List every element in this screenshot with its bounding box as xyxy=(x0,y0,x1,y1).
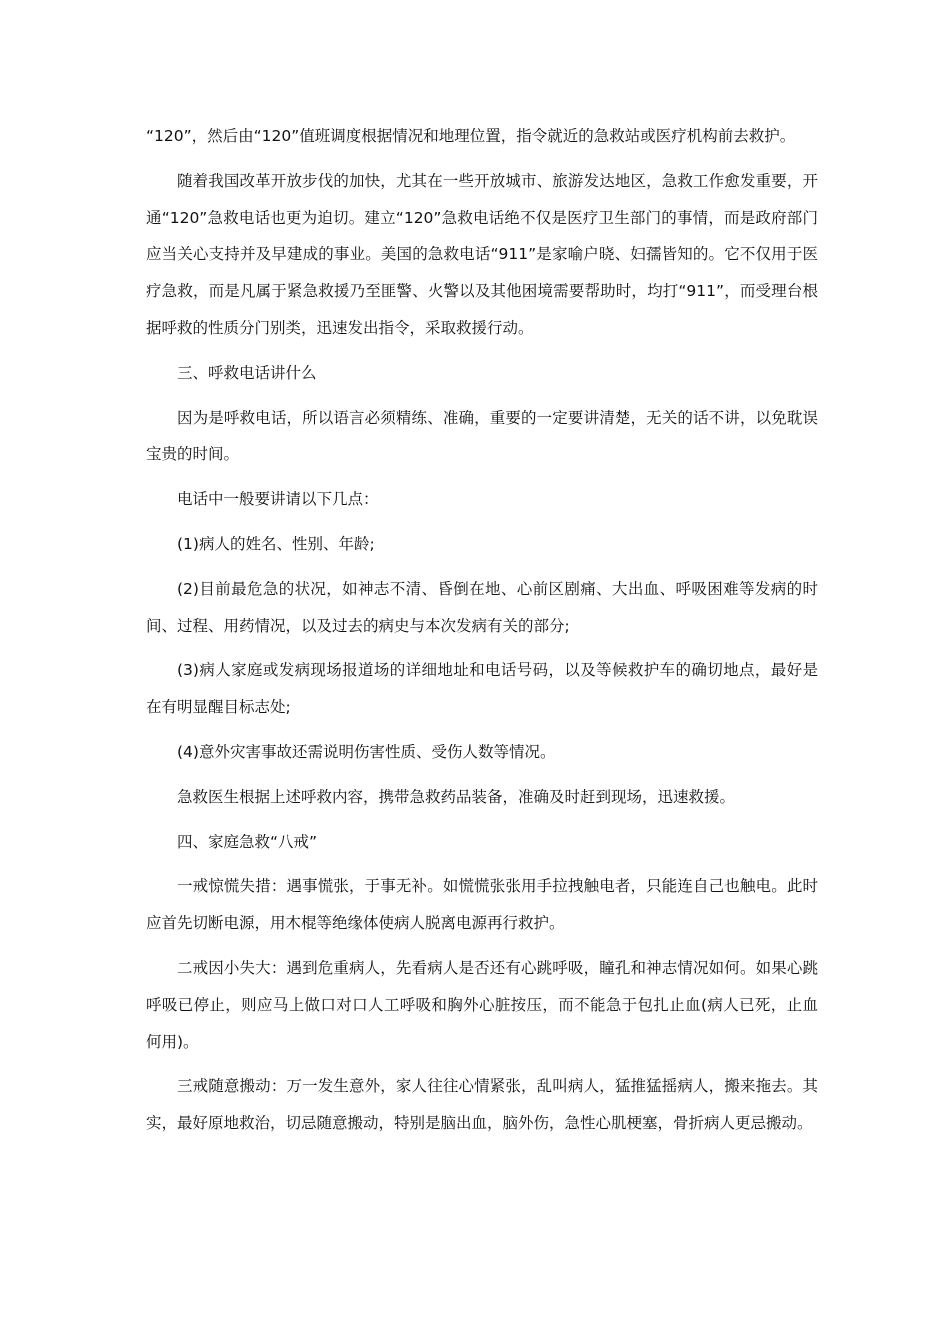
paragraph-rule-1: 一戒惊慌失措：遇事慌张，于事无补。如慌慌张张用手拉拽触电者，只能连自己也触电。此时应首先切断电源，用木棍等绝缘体使病人脱离电源再行救护。 xyxy=(146,877,818,933)
list-item-3: (3)病人家庭或发病现场报道场的详细地址和电话号码，以及等候救护车的确切地点，最好是在有明显醒目标志处; xyxy=(146,661,818,717)
paragraph-reform-and-911: 随着我国改革开放步伐的加快，尤其在一些开放城市、旅游发达地区，急救工作愈发重要，开通“120”急救电话也更为迫切。建立“120”急救电话绝不仅是医疗卫生部门的事情，而是政府部门应当关心支持并及早建成的事业。美国的急救电话“911”是家喻户晓、妇孺皆知的。它不仅用于医疗急救，而是凡属于紧急救援乃至匪警、火警以及其他困境需要帮助时，均打“911”，而受理台根据呼救的性质分门别类，迅速发出指令，采取救援行动。 xyxy=(146,171,818,337)
paragraph-rule-3: 三戒随意搬动：万一发生意外，家人往往心情紧张，乱叫病人，猛推猛摇病人，搬来拖去。其实，最好原地救治，切忌随意搬动，特别是脑出血，脑外伤，急性心肌梗塞，骨折病人更忌搬动。 xyxy=(146,1077,818,1133)
paragraph-concise-language: 因为是呼救电话，所以语言必须精练、准确，重要的一定要讲清楚，无关的话不讲，以免耽误宝贵的时间。 xyxy=(146,408,818,464)
list-item-2: (2)目前最危急的状况，如神志不清、昏倒在地、心前区剧痛、大出血、呼吸困难等发病的时间、过程、用药情况，以及过去的病史与本次发病有关的部分; xyxy=(146,579,818,635)
list-item-4: (4)意外灾害事故还需说明伤害性质、受伤人数等情况。 xyxy=(177,742,556,761)
section-heading-4: 四、家庭急救“八戒” xyxy=(177,832,318,851)
document-page xyxy=(146,118,818,1150)
paragraph-doctor-response: 急救医生根据上述呼救内容，携带急救药品装备，准确及时赶到现场，迅速救援。 xyxy=(177,787,736,806)
list-item-1: (1)病人的姓名、性别、年龄; xyxy=(177,534,375,553)
paragraph-120-dispatch: “120”，然后由“120”值班调度根据情况和地理位置，指令就近的急救站或医疗机构前去救护。 xyxy=(146,127,796,145)
paragraph-points-intro: 电话中一般要讲请以下几点： xyxy=(177,490,379,509)
section-heading-3: 三、呼救电话讲什么 xyxy=(177,363,317,382)
paragraph-rule-2: 二戒因小失大：遇到危重病人，先看病人是否还有心跳呼吸，瞳孔和神志情况如何。如果心跳呼吸已停止，则应马上做口对口人工呼吸和胸外心脏按压，而不能急于包扎止血(病人已死，止血何用)。 xyxy=(146,958,818,1051)
